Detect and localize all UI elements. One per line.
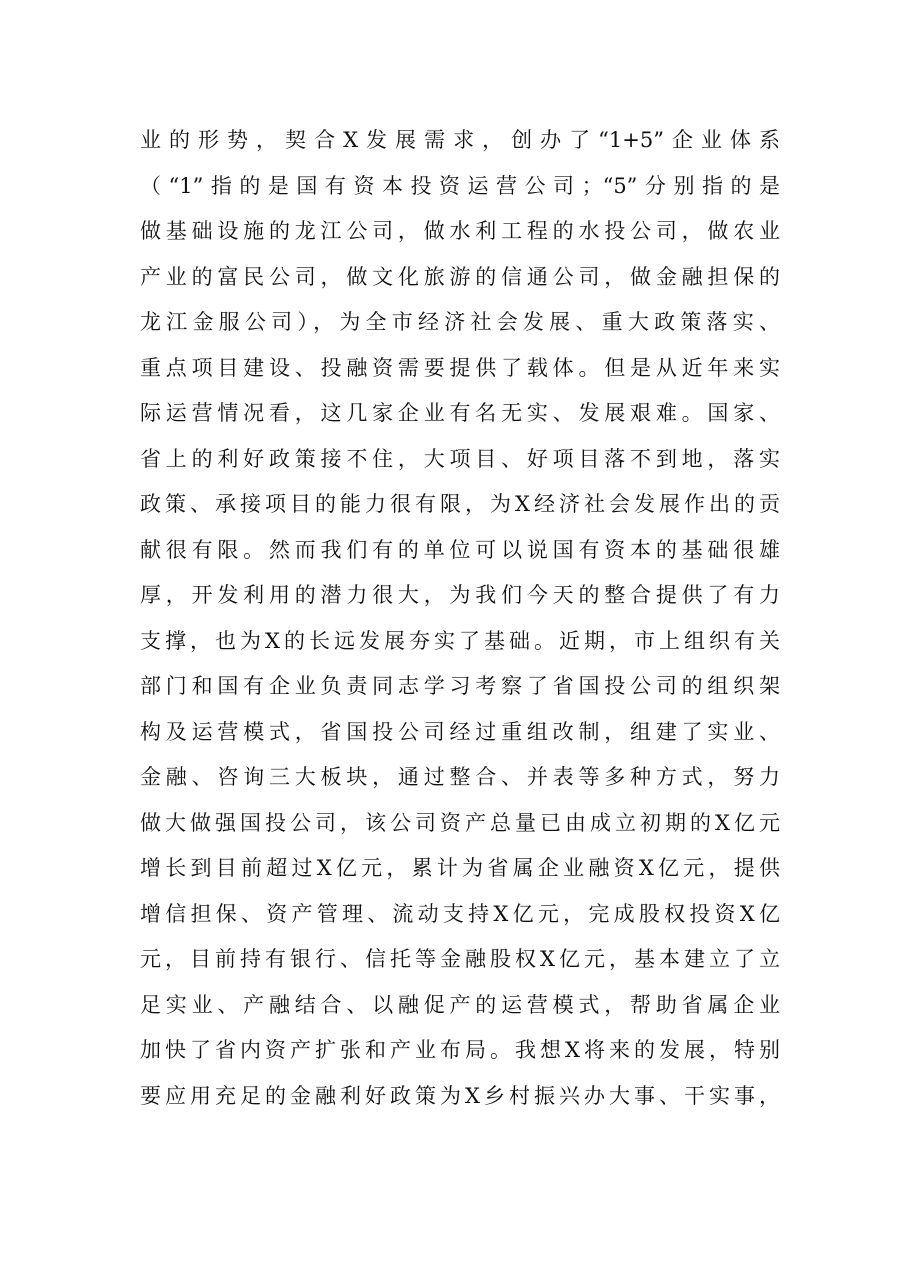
text-line: 重点项目建设、投融资需要提供了载体。但是从近年来实 <box>140 355 780 380</box>
text-line: 产业的富民公司，做文化旅游的信通公司，做金融担保的 <box>140 264 780 289</box>
text-line: 献很有限。然而我们有的单位可以说国有资本的基础很雄 <box>140 537 780 562</box>
text-line: 支撑，也为X的长远发展夯实了基础。近期，市上组织有关 <box>140 628 780 653</box>
text-line: 增长到目前超过X亿元，累计为省属企业融资X亿元，提供 <box>140 856 780 880</box>
text-line: 龙江金服公司），为全市经济社会发展、重大政策落实、 <box>140 310 780 334</box>
text-line: 政策、承接项目的能力很有限，为X经济社会发展作出的贡 <box>140 492 780 516</box>
text-line: 足实业、产融结合、以融促产的运营模式，帮助省属企业 <box>140 992 780 1017</box>
text-line: 做大做强国投公司，该公司资产总量已由成立初期的X亿元 <box>140 810 780 835</box>
text-line: 构及运营模式，省国投公司经过重组改制，组建了实业、 <box>140 719 780 744</box>
text-line: 加快了省内资产扩张和产业布局。我想X将来的发展，特别 <box>140 1038 780 1062</box>
text-line: 部门和国有企业负责同志学习考察了省国投公司的组织架 <box>140 674 780 698</box>
text-line: 省上的利好政策接不住，大项目、好项目落不到地，落实 <box>140 446 780 471</box>
text-line: 要应用充足的金融利好政策为X乡村振兴办大事、干实事， <box>140 1083 780 1108</box>
text-line: 厚，开发利用的潜力很大，为我们今天的整合提供了有力 <box>140 583 780 607</box>
body-text <box>140 118 780 1119</box>
text-line: 增信担保、资产管理、流动支持X亿元，完成股权投资X亿 <box>140 901 780 926</box>
text-line: 际运营情况看，这几家企业有名无实、发展艰难。国家、 <box>140 401 780 425</box>
text-line: 做基础设施的龙江公司，做水利工程的水投公司，做农业 <box>140 219 780 243</box>
text-line: 业的形势，契合X发展需求，创办了“1+5”企业体系 <box>140 128 780 152</box>
text-line: 金融、咨询三大板块，通过整合、并表等多种方式，努力 <box>140 765 780 789</box>
text-line: （“1”指的是国有资本投资运营公司；“5”分别指的是 <box>140 173 780 198</box>
text-line: 元，目前持有银行、信托等金融股权X亿元，基本建立了立 <box>140 947 780 971</box>
